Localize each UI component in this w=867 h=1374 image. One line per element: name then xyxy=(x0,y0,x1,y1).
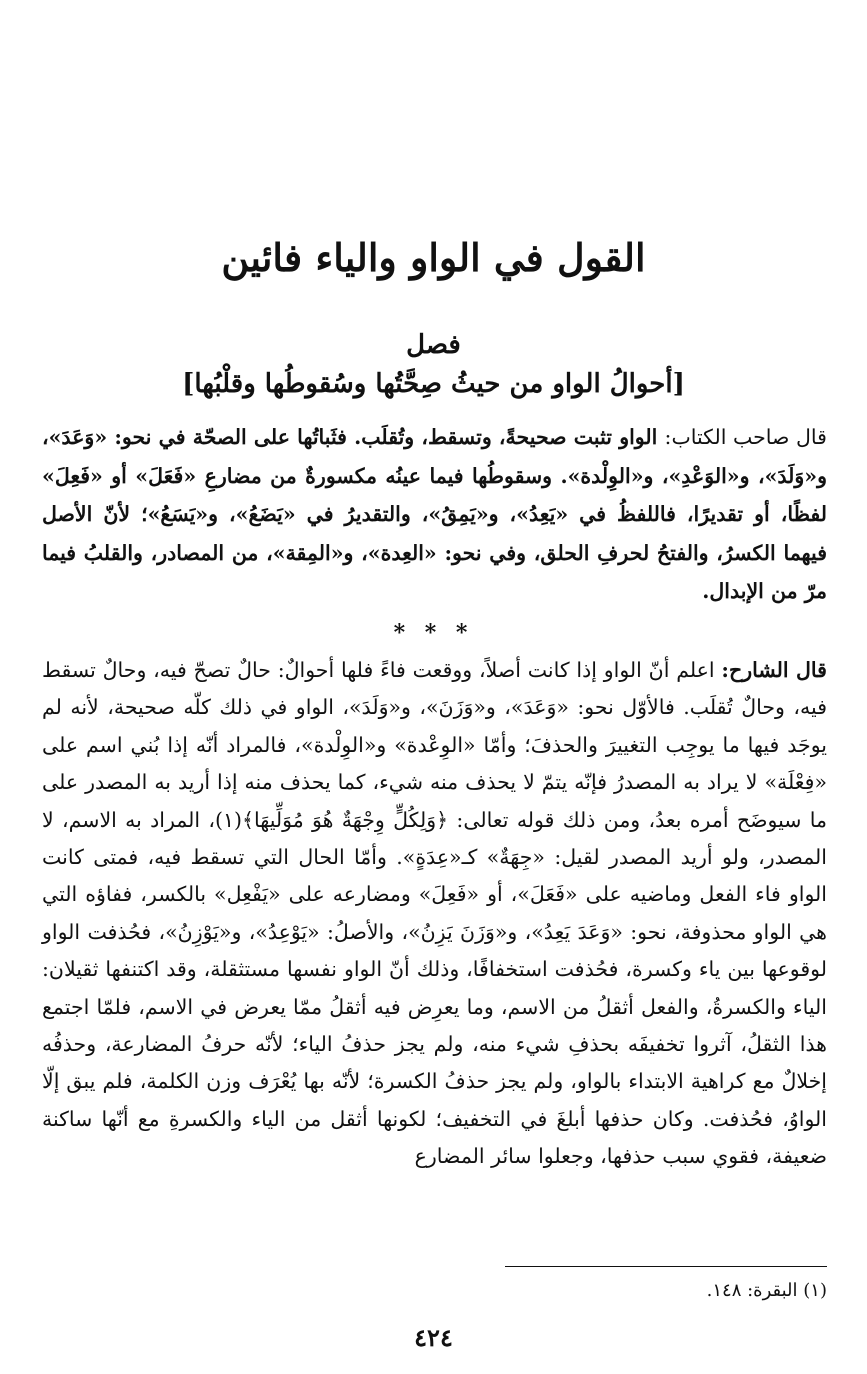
page-number: ٤٢٤ xyxy=(414,1323,453,1352)
matn-text: الواو تثبت صحيحةً، وتسقط، وتُقلَب. فثَباتُها على الصحّة في نحو: «وَعَدَ»، و«وَلَدَ»، و«الوَعْدِ»، و«الوِلْدة». وسقوطُها فيما عينُه مكسورةٌ من مضارعِ «فَعَلَ» أو «فَعِلَ» لفظًا، أو تقديرًا، فاللفظُ في «يَعِدُ»، و«يَمِقُ»، والتقديرُ في «يَضَعُ»، و«يَسَعُ»؛ لأنّ الأصل فيهما الكسرُ، والفتحُ لحرفِ الحلق، وفي نحو: «العِدة»، و«المِقة»، من المصادر، والقلبُ فيما مرّ من الإبدال. xyxy=(42,425,827,604)
section-label: فصل xyxy=(406,330,461,360)
sharh-text: اعلم أنّ الواو إذا كانت أصلاً، ووقعت فاءً فلها أحوالٌ: حالٌ تصحّ فيه، وحالٌ تسقط فيه، وحالٌ تُقلَب. فالأوّل نحو: «وَعَدَ»، و«وَزَنَ»، و«وَلَدَ»، الواو في ذلك كلّه صحيحة، لأنه لم يوجَد فيها ما يوجِب التغييرَ والحذفَ؛ وأمّا «الوِعْدة» و«الوِلْدة»، فالمراد أنّه إذا بُني اسم على «فِعْلَة» لا يراد به المصدرُ فإنّه يتمّ لا يحذف منه شيء، كما يحذف منه إذا أريد به المصدر على ما سيوضَح أمره بعدُ، ومن ذلك قوله تعالى: ﴿وَلِكُلٍّ وِجْهَةٌ هُوَ مُوَلِّيهَا﴾(١)، المراد به الاسم، لا المصدر، ولو أريد المصدر لقيل: «جِهَةٌ» كـ«عِدَةٍ». وأمّا الحال التي تسقط فيه، فمتى كانت الواو فاء الفعل وماضيه على «فَعَلَ»، أو «فَعِلَ» ومضارعه على «يَفْعِل» بالكسر، ففاؤه التي هي الواو محذوفة، نحو: «وَعَدَ يَعِدُ»، و«وَزَنَ يَزِنُ»، والأصلُ: «يَوْعِدُ»، و«يَوْزِنُ»، فحُذفت الواو لوقوعها بين ياء وكسرة، فحُذفت استخفافًا، وذلك أنّ الواو نفسها مستثقلة، وقد اكتنفها ثقيلان: الياء والكسرةُ، والفعل أثقلُ من الاسم، وما يعرِض فيه أثقلُ ممّا يعرض في الاسم، فلمّا اجتمع هذا الثقلُ، آثروا تخفيفَه بحذفِ شيء منه، ولم يجز حذفُ الياء؛ لأنّه حرفُ المضارعة، وحذفُه إخلالٌ مع كراهية الابتداء بالواو، ولم يجز حذفُ الكسرة؛ لأنّه بها يُعْرَف وزن الكلمة، فلم يبق إلّا الواوُ، فحُذفت. وكان حذفها أبلغَ في التخفيف؛ لكونها أثقل من الياء والكسرةِ مع أنّها ساكنة ضعيفة، فقوي سبب حذفها، وجعلوا سائر المضارع xyxy=(42,658,827,1169)
matn-paragraph xyxy=(42,418,827,611)
footnote-divider xyxy=(505,1266,827,1267)
chapter-title: القول في الواو والياء فائين xyxy=(221,235,646,280)
section-heading: [أحوالُ الواو من حيثُ صِحَّتُها وسُقوطُها وقلْبُها] xyxy=(182,369,685,399)
sharh-paragraph xyxy=(42,652,827,1176)
matn-lead: قال صاحب الكتاب: xyxy=(664,425,827,449)
sharh-lead: قال الشارح: xyxy=(721,658,827,682)
footnote: (١) البقرة: ١٤٨. xyxy=(706,1280,827,1301)
section-separator: * * * xyxy=(393,620,474,646)
